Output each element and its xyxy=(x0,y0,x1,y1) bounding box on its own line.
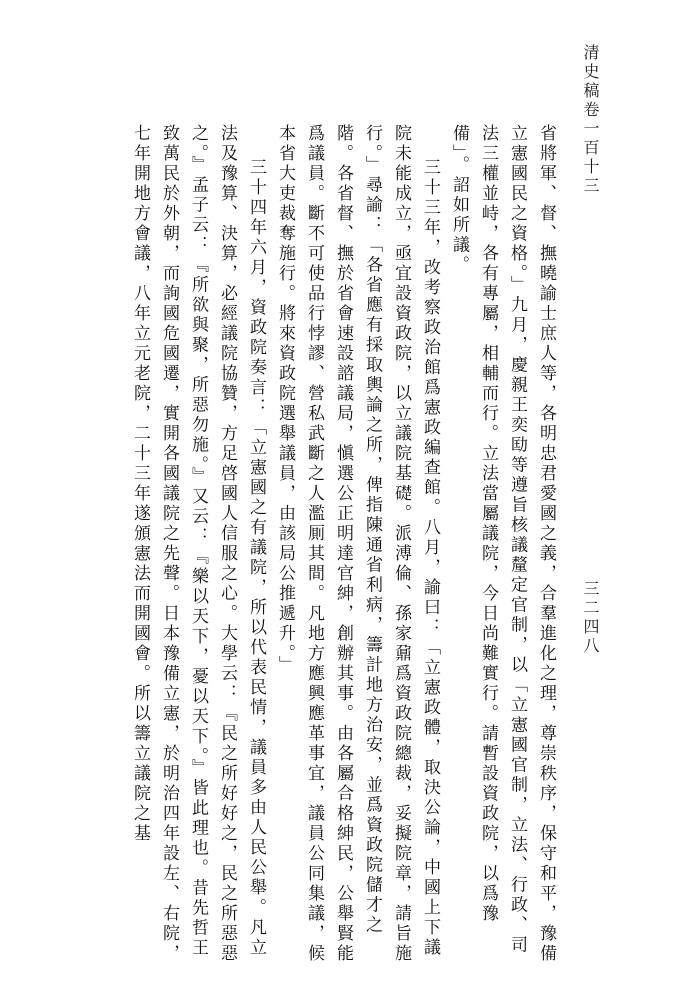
page-number: 三二四八 xyxy=(581,580,600,656)
paragraph: 三十三年，改考察政治館爲憲政編查館。八月，諭曰：「立憲政體，取決公論，中國上下議院未能成立，亟宜設資政院，以立議院基礎。派溥倫、孫家鼐爲資政院總裁，妥擬院章，請旨施行。」尋諭：「各省應有採取輿論之所，俾指陳通省利病，籌計地方治安，並爲資政院儲才之階。各省督、撫於省會速設諮議局，愼選公正明達官紳，創辦其事。由各屬合格紳民，公舉賢能爲議員。斷不可使品行悖謬、營私武斷之人濫厠其間。凡地方應興應革事宜，議員公同集議，候本省大吏裁奪施行。將來資政院選舉議員，由該局公推遞升。」 xyxy=(275,124,440,964)
book-title: 清史稿卷一百十三 xyxy=(581,44,600,196)
body-text xyxy=(125,124,560,970)
paragraph: 省將軍、督、撫曉諭士庶人等，各明忠君愛國之義，合羣進化之理，尊崇秩序，保守和平，豫備立憲國民之資格。」九月，慶親王奕劻等遵旨核議釐定官制，以「立憲國官制，立法、行政、司法三權並峙，各有專屬，相輔而行。立法當屬議院，今日尚難實行。請暫設資政院，以爲豫備」。詔如所議。 xyxy=(449,124,556,964)
paragraph: 三十四年六月，資政院奏言：「立憲國之有議院，所以代表民情，議員多由人民公舉。凡立法及豫算、決算，必經議院協贊，方足啓國人信服之心。大學云：『民之所好好之，民之所惡惡之。』孟子云：『所欲與聚，所惡勿施。』又云：『樂以天下，憂以天下。』皆此理也。昔先哲王致萬民於外朝，而詢國危國遷，實開各國議院之先聲。日本豫備立憲，於明治四年設左、右院，七年開地方會議，八年立元老院，二十三年遂頒憲法而開國會。所以籌立議院之基 xyxy=(130,124,266,964)
